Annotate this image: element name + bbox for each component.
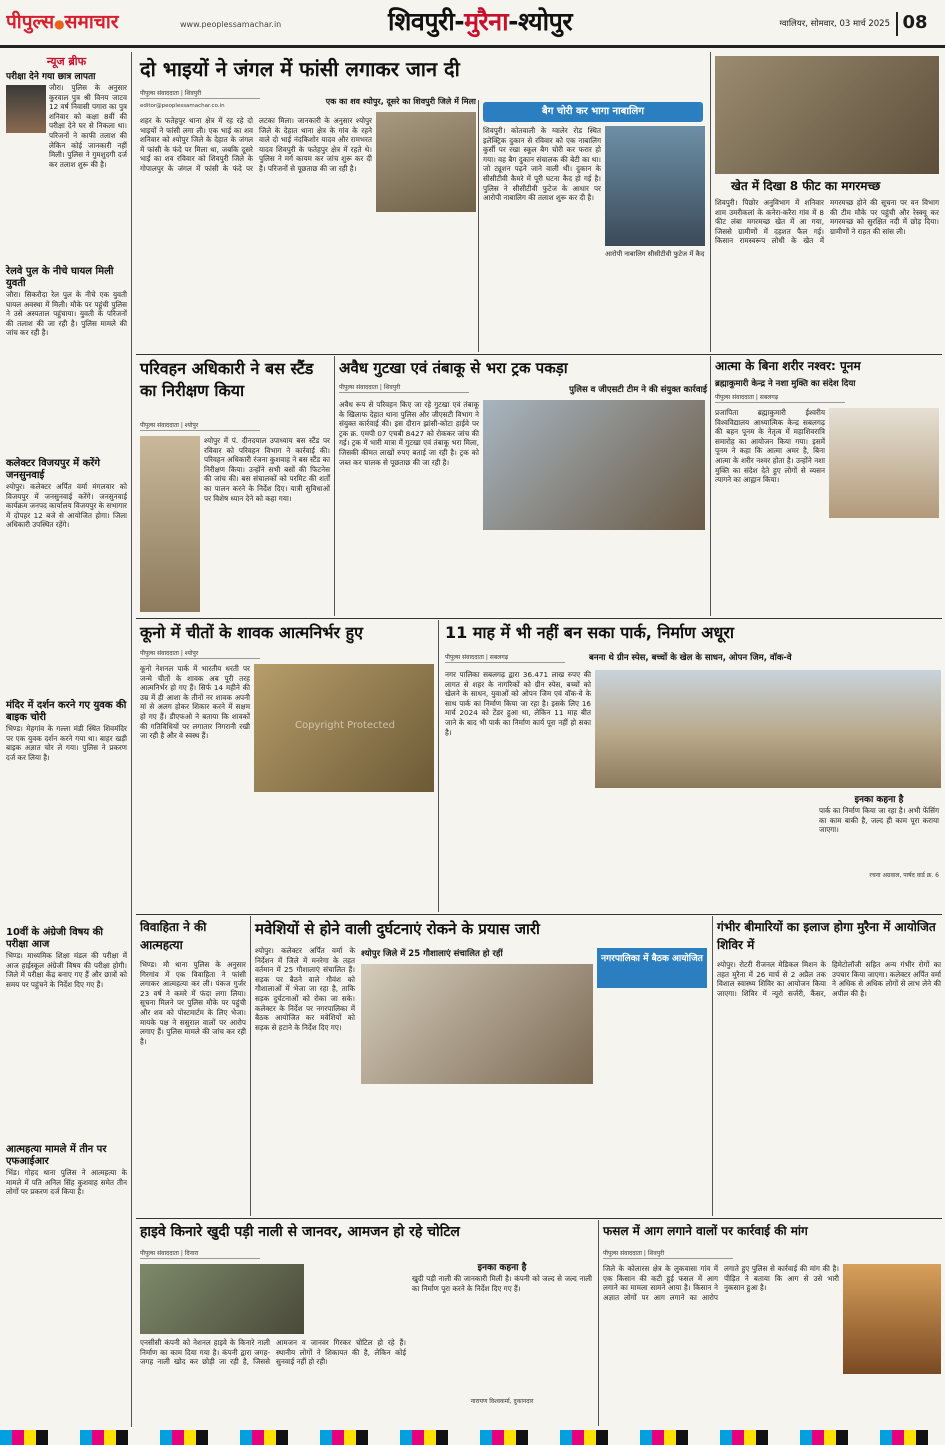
- story2-banner: बैग चोरी कर भागा नाबालिग: [483, 102, 703, 122]
- brief-photo: [6, 85, 46, 133]
- story3-photo: [715, 56, 939, 174]
- story-brahmakumari: [710, 356, 942, 616]
- story5-body: अवैध रूप से परिवहन किए जा रहे गुटखा एवं तंबाकू के खिलाफ देहात थाना पुलिस और जीएसटी विभाग ने संयुक्त कार्रवाई की। इस दौरान झांसी-कोटा हाईवे पर ट्रक क्र. एमपी 07 एचबी 8427 को रोककर जांच की गई। ट्रक में भारी मात्रा में गुटखा एवं तंबाकू भरा मिला, जिसकी कीमत लाखों रुपए बताई जा रही है। ट्रक को जब्त कर चालक से पूछताछ की जा रही है।: [339, 400, 479, 467]
- story9-headline: विवाहिता ने की आत्महत्या: [140, 920, 207, 952]
- story10-cattle-photo: [361, 964, 593, 1084]
- divider-row4: [136, 1218, 942, 1219]
- divider-row2: [136, 618, 942, 619]
- dateline: ग्वालियर, सोमवार, 03 मार्च 2025: [779, 19, 890, 29]
- story13-body: जिले के कोलारस क्षेत्र के लुकवासा गांव में एक किसान की कटी हुई फसल में आग लगाने का मामला सामने आया है। किसान ने अज्ञात लोगों पर आग लगाने का आरोप लगाते हुए पुलिस से कार्रवाई की मांग की है। पीड़ित ने बताया कि आग से उसे भारी नुकसान हुआ है।: [603, 1264, 839, 1302]
- story12-headline: हाइवे किनारे खुदी पड़ी नाली से जानवर, आमजन हो रहे चोटिल: [140, 1224, 460, 1240]
- story4-headline: परिवहन अधिकारी ने बस स्टैंड का निरीक्षण किया: [140, 359, 314, 400]
- brand-logo: पीपुल्स●समाचार: [6, 11, 119, 33]
- story-medical-camp: [712, 916, 942, 1216]
- sidebar-label: न्यूज ब्रीफ: [46, 55, 87, 68]
- divider-row3: [136, 914, 942, 915]
- edition-part2: मुरैना: [464, 7, 509, 36]
- page-number: 08: [896, 12, 932, 36]
- story5-subhead: पुलिस व जीएसटी टीम ने की संयुक्त कार्रवाई: [569, 385, 707, 395]
- story-transport: [136, 356, 332, 616]
- story4-body: श्योपुर में पं. दीनदयाल उपाध्याय बस स्टैंड पर रविवार को परिवहन विभाग ने कार्रवाई की। परिवहन अधिकारी रंजना कुशवाह ने बस स्टैंड का निरीक्षण किया। उन्होंने सभी बसों की फिटनेस की जांच की। बस संचालकों को परमिट की शर्तों का पालन करने के निर्देश दिए। यात्री सुविधाओं पर विशेष ध्यान देने को कहा गया।: [204, 436, 330, 503]
- story11-body: श्योपुर। रोटरी रीजनल मेडिकल मिशन के तहत मुरैना में 26 मार्च से 2 अप्रैल तक विशाल स्वास्थ्य शिविर का आयोजन किया जाएगा। शिविर में न्यूरो सर्जरी, कैंसर, हिमेटोलॉजी सहित अन्य गंभीर रोगों का उपचार किया जाएगा। कलेक्टर अर्पित वर्मा ने अधिक से अधिक लोगों से लाभ लेने की अपील की है।: [717, 960, 941, 998]
- brief-text-1: जौरा। पुलिस के अनुसार कुरवाल पुत्र श्री विनय जाटव 12 वर्ष निवासी पगारा का पुत्र शनिवार को कक्षा 8वीं की परीक्षा देने घर से निकला था। परिजनों ने काफी तलाश की लेकिन कोई जानकारी नहीं मिली। पुलिस ने गुमशुदगी दर्ज कर तलाश शुरू की है।: [49, 83, 127, 169]
- story6-subhead: ब्रह्माकुमारी केन्द्र ने नशा मुक्ति का संदेश दिया: [715, 379, 856, 389]
- print-color-bar: [0, 1430, 945, 1445]
- story10-body: श्योपुर। कलेक्टर अर्पित वर्मा के निर्देशन में जिले में मनरेगा के तहत वर्तमान में 25 गौशालाएं संचालित हैं। सड़क पर बैठने वाले गौवंश को गौशालाओं में भेजा जा रहा है, ताकि सड़क दुर्घटनाओं को रोका जा सके। कलेक्टर के निर्देश पर नगरपालिका में बैठक आयोजित कर मवेशियों को सड़क से हटाने के निर्देश दिए गए।: [255, 946, 355, 1032]
- story5-byline: पीपुल्स संवाददाता | शिवपुरी: [339, 384, 469, 393]
- story8-headline: 11 माह में भी नहीं बन सका पार्क, निर्माण अधूरा: [445, 623, 735, 642]
- story3-body: शिवपुरी। पिछोर अनुविभाग में शनिवार शाम उमरीकलां के कनेरा-करैरा गांव में 8 फीट लंबा मगरमच्छ खेत में आ गया, जिससे ग्रामीणों में दहशत फैल गई। किसान रामस्वरूप लोधी के खेत में मगरमच्छ होने की सूचना पर वन विभाग की टीम मौके पर पहुंची और रेस्क्यू कर मगरमच्छ को सुरक्षित नदी में छोड़ दिया। ग्रामीणों ने राहत की सांस ली।: [715, 198, 939, 246]
- story-brothers: [136, 52, 476, 352]
- story12-quote-head: इनका कहना है: [477, 1263, 527, 1273]
- story-kuno-cheetahs: [136, 620, 436, 912]
- story-gutkha-truck: [334, 356, 708, 616]
- story12-byline: पीपुल्स संवाददाता | दिनारा: [140, 1250, 260, 1259]
- story6-photo: [829, 408, 939, 518]
- story10-subhead: श्योपुर जिले में 25 गौशालाएं संचालित हो रहीं: [361, 949, 503, 959]
- story11-headline: गंभीर बीमारियों का इलाज होगा मुरैना में आयोजित शिविर में: [717, 920, 936, 952]
- story1-subhead: एक का शव श्योपुर, दूसरे का शिवपुरी जिले में मिला: [325, 97, 476, 106]
- story12-photo: [140, 1264, 304, 1334]
- edition-title: [345, 4, 615, 40]
- story1-body: शहर के फतेहपुर थाना क्षेत्र में रह रहे दो भाइयों ने फांसी लगा ली। एक भाई का शव शनिवार को श्योपुर जिले के देहात के जंगल में फांसी के फंदे पर मिला था, जबकि दूसरे भाई का शव रविवार को शिवपुरी जिले के गोपालपुर के जंगल में फांसी के फंदे पर लटका मिला। जानकारी के अनुसार श्योपुर जिले के देहात थाना क्षेत्र के गांव के रहने वाले दो भाई नंदकिशोर यादव और रामभरत यादव शिवपुरी के फतेहपुर क्षेत्र में रहते थे। पुलिस ने मर्ग कायम कर जांच शुरू कर दी है। परिजनों से पूछताछ की जा रही है।: [140, 116, 372, 173]
- story2-cctv-photo: [605, 126, 705, 246]
- story8-body: नगर पालिका सबलगढ़ द्वारा 36.471 लाख रुपए की लागत से शहर के नागरिकों को ग्रीन स्पेस, बच्चों को खेलने के साधन, युवाओं को ओपन जिम एवं वॉक-वे के साथ पार्क का निर्माण किया जा रहा है। इसके लिए 16 मार्च 2024 को टेंडर हुआ था, लेकिन 11 माह बीत जाने के बाद भी पार्क का निर्माण कार्य पूरा नहीं हो सका है।: [445, 670, 591, 737]
- divider-row1: [136, 354, 942, 355]
- brief-headline-1: परीक्षा देने गया छात्र लापता: [6, 72, 96, 82]
- brief-headline-3: कलेक्टर विजयपुर में करेंगे जनसुनवाई: [6, 458, 101, 481]
- story5-photo: [483, 400, 705, 530]
- story12-body: एनसीसी कंपनी को नेशनल हाइवे के किनारे नाली निर्माण का काम दिया गया है। कंपनी द्वारा जगह-जगह नाली खोद कर छोड़ी जा रही है, जिससे आमजन व जानवर गिरकर चोटिल हो रहे हैं। स्थानीय लोगों ने शिकायत की है, लेकिन कोई सुनवाई नहीं हो रही।: [140, 1338, 406, 1367]
- story7-watermark: Copyright Protected: [295, 720, 395, 731]
- story-suicide: [136, 916, 248, 1216]
- brief-text-2: जौरा। सिकरौदा रेल पुल के नीचे एक युवती घायल अवस्था में मिली। मौके पर पहुंची पुलिस ने उसे अस्पताल पहुंचाया। युवती के परिजनों की तलाश की जा रही है। पुलिस मामले की जांच कर रही है।: [6, 290, 127, 338]
- story7-headline: कूनो में चीतों के शावक आत्मनिर्भर हुए: [140, 623, 363, 642]
- website: www.peoplessamachar.in: [180, 20, 282, 29]
- brand-left: पीपुल्स: [6, 11, 55, 33]
- story8-quote-text: पार्क का निर्माण किया जा रहा है। अभी फेंसिंग का काम बाकी है, जल्द ही काम पूरा कराया जाएगा।: [819, 806, 939, 835]
- story10-headline: मवेशियों से होने वाली दुर्घटनाएं रोकने के प्रयास जारी: [255, 920, 540, 938]
- story4-photo: [140, 436, 200, 612]
- story1-email: editor@peoplessamachar.co.in: [140, 103, 225, 109]
- story7-body: कूनो नेशनल पार्क में भारतीय धरती पर जन्मे चीतों के शावक अब पूरी तरह आत्मनिर्भर हो गए हैं। सिर्फ 14 महीने की उम्र में ही आशा के तीनों नर शावक अपनी मां से अलग होकर शिकार करने में सक्षम हो गए हैं। डीएफओ ने बताया कि शावकों की गतिविधियों पर लगातार निगरानी रखी जा रही है और वे स्वस्थ हैं।: [140, 664, 250, 741]
- masthead: [0, 0, 945, 48]
- story6-body: प्रजापिता ब्रह्माकुमारी ईश्वरीय विश्वविद्यालय आध्यात्मिक केन्द्र सबलगढ़ की बहन पूनम के नेतृत्व में महाशिवरात्रि समारोह का आयोजन किया गया। इसमें पूनम ने कहा कि आत्मा अमर है, बिना आत्मा के शरीर नश्वर होता है। उन्होंने नशा मुक्ति का संदेश देते हुए लोगों से व्यसन त्यागने का आह्वान किया।: [715, 408, 825, 485]
- story6-headline: आत्मा के बिना शरीर नश्वर: पूनम: [715, 359, 861, 373]
- story12-quote-text: खुदी पड़ी नाली की जानकारी मिली है। कंपनी को जल्द से जल्द नाली का निर्माण पूरा करने के निर्देश दिए गए हैं।: [412, 1274, 592, 1293]
- story1-headline: दो भाइयों ने जंगल में फांसी लगाकर जान दी: [140, 57, 460, 81]
- story8-quote-head: इनका कहना है: [854, 795, 904, 805]
- story8-quote-by: रचना अग्रवाल, पार्षद वार्ड क्र. 6: [869, 872, 939, 879]
- edition-part1: शिवपुरी-: [387, 7, 465, 36]
- brief-text-4: भिण्ड। मेहगांव के गल्ला मंडी स्थित शिवमंदिर पर एक युवक दर्शन करने गया था। बाहर खड़ी बाइक अज्ञात चोर ले गया। पुलिस ने प्रकरण दर्ज कर लिया है।: [6, 724, 127, 762]
- story13-fire-photo: [843, 1264, 941, 1374]
- brief-headline-5: 10वीं के अंग्रेजी विषय की परीक्षा आज: [6, 927, 103, 950]
- story7-byline: पीपुल्स संवाददाता | श्योपुर: [140, 650, 260, 659]
- story-cattle: [250, 916, 710, 1216]
- story6-byline: पीपुल्स संवाददाता | सबलगढ़: [715, 394, 845, 403]
- story8-subhead: बनना थे ग्रीन स्पेस, बच्चों के खेल के साधन, ओपन जिम, वॉक-वे: [589, 653, 792, 663]
- story1-photo: [376, 112, 476, 212]
- story-park: [438, 620, 942, 912]
- story8-byline: पीपुल्स संवाददाता | सबलगढ़: [445, 654, 565, 663]
- news-brief-sidebar: [4, 52, 132, 1427]
- story1-byline: पीपुल्स संवाददाता | शिवपुरी: [140, 90, 260, 99]
- story5-headline: अवैध गुटखा एवं तंबाकू से भरा ट्रक पकड़ा: [339, 359, 568, 377]
- brief-headline-6: आत्महत्या मामले में तीन पर एफआईआर: [6, 1144, 107, 1167]
- story2-body: शिवपुरी। कोतवाली के ग्वालेर रोड स्थित इलेक्ट्रिक दुकान से रविवार को एक नाबालिग कुर्सी पर रखा स्कूल बैग चोरी कर फरार हो गया। वह बैग दुकान संचालक की बेटी का था। जो ट्यूशन पढ़ने जाने वाली थी। दुकान के सीसीटीवी कैमरे में पूरी घटना कैद हो गई है। पुलिस ने सीसीटीवी फुटेज के आधार पर आरोपी नाबालिग की तलाश शुरू कर दी है।: [483, 126, 601, 203]
- story8-park-photo: [595, 670, 941, 788]
- edition-part3: -श्योपुर: [508, 7, 573, 36]
- story-bag-theft: [478, 100, 708, 352]
- story3-headline: खेत में दिखा 8 फीट का मगरमच्छ: [731, 179, 881, 193]
- brief-headline-2: रेलवे पुल के नीचे घायल मिली युवती: [6, 266, 114, 289]
- story-crocodile: [710, 52, 942, 352]
- story2-caption: आरोपी नाबालिग सीसीटीवी फुटेज में कैद: [605, 250, 705, 258]
- story9-body: भिण्ड। मौ थाना पुलिस के अनुसार गिरगांव में एक विवाहिता ने फांसी लगाकर आत्महत्या कर ली। पंकज गुर्जर 23 वर्ष ने कमरे में फंदा लगा लिया। सूचना मिलने पर पुलिस मौके पर पहुंची और शव को पोस्टमार्टम के लिए भेजा। मायके पक्ष ने ससुराल वालों पर आरोप लगाए हैं। पुलिस मामले की जांच कर रही है।: [140, 960, 246, 1046]
- story4-byline: पीपुल्स संवाददाता | श्योपुर: [140, 422, 260, 431]
- story13-byline: पीपुल्स संवाददाता | शिवपुरी: [603, 1250, 733, 1259]
- brief-text-5: भिण्ड। माध्यमिक शिक्षा मंडल की परीक्षा में आज हाईस्कूल अंग्रेजी विषय की परीक्षा होगी। जिले में परीक्षा केंद्र बनाए गए हैं और छात्रों को समय पर पहुंचने के निर्देश दिए गए हैं।: [6, 951, 127, 989]
- story-crop-fire: [598, 1220, 942, 1426]
- story10-banner: नगरपालिका में बैठक आयोजित: [597, 948, 707, 988]
- story12-quote-by: नारायण विश्वकर्मा, दुकानदार: [470, 1398, 534, 1405]
- brief-text-3: श्योपुर। कलेक्टर अर्पित वर्मा मंगलवार को विजयपुर में जनसुनवाई करेंगे। जनसुनवाई कार्यक्रम जनपद कार्यालय विजयपुर के सभागार में दोपहर 12 बजे से आयोजित होगा। जिला अधिकारी उपस्थित रहेंगे।: [6, 482, 127, 530]
- story-highway-drain: [136, 1220, 596, 1426]
- brand-right: समाचार: [64, 11, 119, 33]
- story13-headline: फसल में आग लगाने वालों पर कार्रवाई की मांग: [603, 1224, 808, 1238]
- brief-text-6: भिंड। गोहद थाना पुलिस ने आत्महत्या के मामले में पति अनिल सिंह कुशवाह समेत तीन लोगों पर प्रकरण दर्ज किया है।: [6, 1168, 127, 1197]
- brief-headline-4: मंदिर में दर्शन करने गए युवक की बाइक चोरी: [6, 700, 127, 723]
